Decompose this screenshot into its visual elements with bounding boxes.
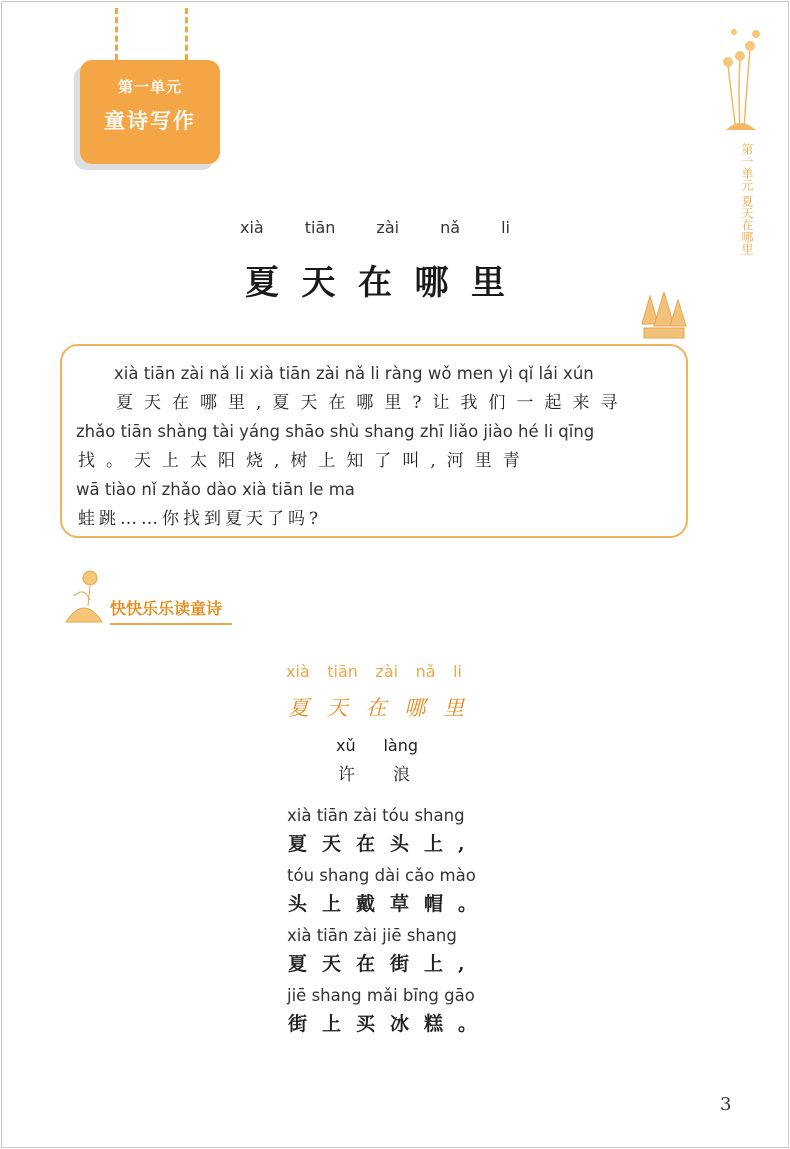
poem-title: [288, 692, 464, 722]
pinyin-syllable: nǎ: [440, 218, 461, 237]
intro-box: [60, 344, 688, 538]
hanging-string: [115, 8, 118, 60]
intro-text: 找。天上太阳烧,树上知了叫,河里青: [78, 451, 531, 471]
unit-tag: [80, 60, 220, 164]
author-char: 许: [338, 765, 355, 785]
title-char: 夏: [245, 263, 279, 303]
hanging-string: [185, 8, 188, 60]
pinyin-syllable: xià: [240, 218, 264, 237]
dandelion-icon: [720, 20, 770, 140]
title-char: 天: [326, 696, 348, 720]
pinyin-syllable: làng: [383, 736, 418, 755]
title-char: 在: [365, 696, 387, 720]
pinyin-syllable: xià: [286, 662, 310, 681]
title-char: 里: [471, 263, 505, 303]
poem-line-pinyin: tóu shang dài cǎo mào: [287, 866, 476, 885]
unit-number: 第一单元: [117, 78, 182, 96]
side-chapter-label: 第一单元 夏天在哪里: [740, 143, 754, 255]
author-pinyin: [336, 736, 418, 755]
poem-title-pinyin: [286, 662, 462, 681]
poem-line-pinyin: xià tiān zài jiē shang: [287, 926, 457, 945]
poem-line: 头上戴草帽。: [288, 893, 493, 915]
pinyin-syllable: zài: [376, 218, 400, 237]
intro-pinyin: zhǎo tiān shàng tài yáng shāo shù shang zhī liǎo jiào hé li qīng: [76, 422, 595, 441]
section-title: 快快乐乐读童诗: [110, 596, 232, 625]
page-number: 3: [720, 1094, 732, 1115]
pinyin-syllable: tiān: [327, 662, 358, 681]
pinyin-syllable: tiān: [304, 218, 336, 237]
poem-line: 夏天在头上,: [288, 833, 480, 855]
poem-line-pinyin: xià tiān zài tóu shang: [287, 806, 465, 825]
intro-text: 夏天在哪里,夏天在哪里?让我们一起来寻: [116, 393, 629, 413]
pinyin-syllable: li: [453, 662, 462, 681]
pinyin-syllable: xǔ: [336, 736, 356, 755]
title-char: 哪: [414, 263, 449, 303]
title-char: 哪: [404, 696, 426, 720]
title-pinyin: [240, 218, 510, 237]
poem-line: 夏天在街上,: [288, 953, 480, 975]
intro-pinyin: xià tiān zài nǎ li xià tiān zài nǎ li ràng wǒ men yì qǐ lái xún: [114, 364, 594, 383]
title-char: 天: [301, 263, 336, 303]
poem-line: 街上买冰糕。: [288, 1013, 493, 1035]
unit-theme: 童诗写作: [104, 109, 196, 133]
lotus-icon: [60, 566, 108, 624]
trees-icon: [640, 292, 690, 344]
author-char: 浪: [393, 765, 410, 785]
poem-author: [338, 760, 410, 785]
title-char: 夏: [288, 696, 309, 720]
pinyin-syllable: nǎ: [415, 662, 436, 681]
pinyin-syllable: li: [501, 218, 510, 237]
title-char: 在: [358, 263, 392, 303]
poem-line-pinyin: jiē shang mǎi bīng gāo: [287, 986, 475, 1005]
intro-pinyin: wā tiào nǐ zhǎo dào xià tiān le ma: [76, 480, 355, 499]
pinyin-syllable: zài: [375, 662, 399, 681]
title-char: 里: [443, 696, 464, 720]
intro-text: 蛙跳……你找到夏天了吗?: [78, 509, 323, 529]
page-title: [245, 255, 505, 304]
